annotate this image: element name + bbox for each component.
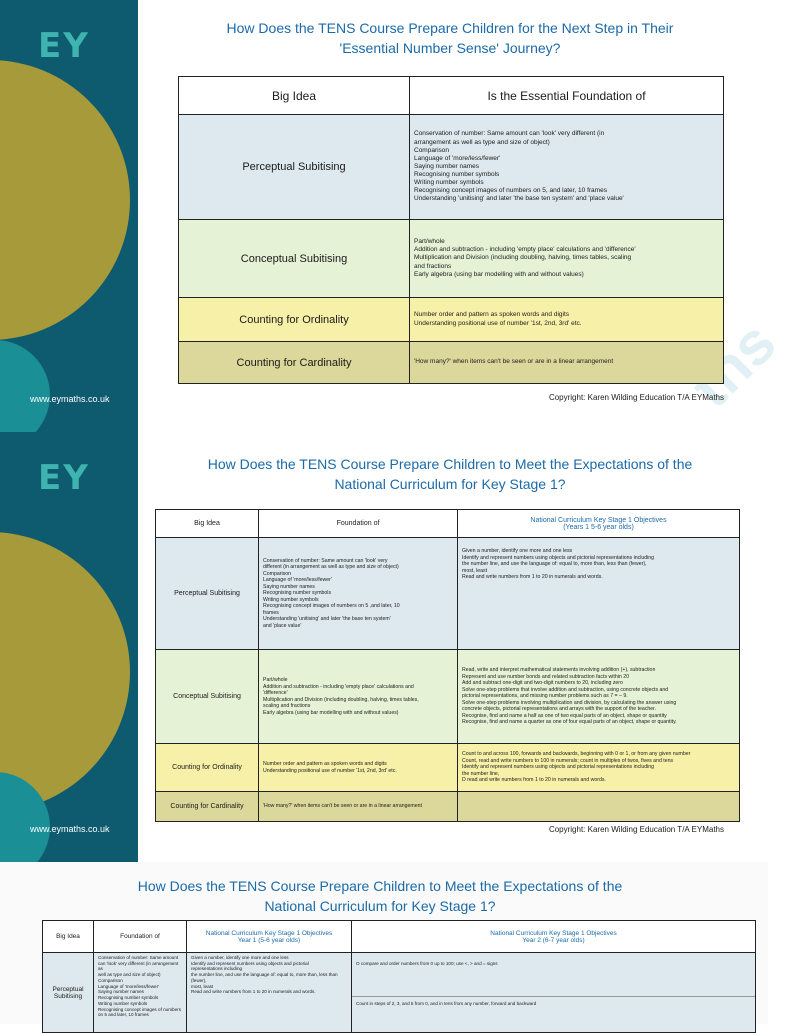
row-objectives — [458, 792, 740, 822]
page-title: How Does the TENS Course Prepare Children to Meet the Expectations of the National Curriculum for Key Stage 1? — [207, 456, 693, 492]
header-year1: National Curriculum Key Stage 1 Objectives Year 1 (5-6 year olds) — [187, 921, 352, 953]
row-objectives: Given a number, identify one more and one less Identify and represent numbers using objects and pictorial representations including the number line, and use the language of: equal to, more than, less than (fewer), most, least Read and write numbers from 1 to 20 in numerals and words. — [458, 538, 740, 650]
row-name: Conceptual Subitising — [179, 220, 410, 298]
header-foundation: Is the Essential Foundation of — [410, 77, 724, 115]
sidebar — [0, 432, 138, 862]
row-name: Perceptual Subitising — [179, 115, 410, 220]
row-items: Conservation of number: Same amount can 'look' very different (in arrangement as well as type and size of object) Comparison Language of 'more/less/fewer' Saying number names Recognising number symbols Writing number symbols Recognising concept images of numbers on 5, and later, 10 frames Understanding 'unitising' and later 'the base ten system' and 'place value' — [410, 115, 724, 220]
row-name: Conceptual Subitising — [156, 650, 259, 744]
row-foundation: Conservation of number: Same amount can 'look' very different (in arrangement as well as type and size of object) Comparison Language of 'more/less/fewer' Saying number names Recognising number symbols Writing number symbols Recognising concept images of numbers on 5 and later, 10 frames — [94, 953, 187, 1033]
watermark-logo: ths — [677, 308, 789, 421]
header-objectives: National Curriculum Key Stage 1 Objectives (Years 1 5-6 year olds) — [458, 510, 740, 538]
row-foundation: Conservation of number: Same amount can 'look' very different (in arrangement as well as type and size of object) Comparison Language of 'more/less/fewer' Saying number names Recognising number symbols Writing number symbols Recognising concept images of numbers on 5 ,and later, 10 frames Understanding 'unitising' and later 'the base ten system' and 'place value' — [259, 538, 458, 650]
curriculum-table-years — [42, 920, 756, 1033]
ey-logo: EY — [38, 458, 90, 498]
copyright: Copyright: Karen Wilding Education T/A EYMaths — [548, 393, 724, 402]
curriculum-table — [155, 509, 740, 822]
row-objectives: Read, write and interpret mathematical statements involving addition (+), subtraction Represent and use number bonds and related subtraction facts within 20 Add and subtract one-digit and two-digit numbers to 20, including zero Solve one-step problems that involve addition and subtraction, using concrete objects and pictorial representations, and missing number problems such as 7 = – 9. Solve one-step problems involving multiplication and division, by calculating the answer using concrete objects, pictorial representations and arrays with the support of the teacher. Recognise, find and name a half as one of two equal parts of an object, shape or quantity Recognise, find and name a quarter as one of four equal parts of an object, shape or quantity. — [458, 650, 740, 744]
page-title: How Does the TENS Course Prepare Children for the Next Step in Their 'Essential Number Sense' Journey? — [226, 20, 674, 56]
header-big-idea: Big Idea — [156, 510, 259, 538]
row-name: Counting for Ordinality — [179, 298, 410, 342]
row-foundation: Number order and pattern as spoken words and digits Understanding positional use of number '1st, 2nd, 3rd' etc. — [259, 744, 458, 792]
copyright: Copyright: Karen Wilding Education T/A EYMaths — [548, 825, 724, 834]
row-year2: O compare and order numbers from 0 up to 100; use <, > and = signs Count in steps of 2, 3, and 5 from 0, and in tens from any number, forward and backward — [352, 953, 756, 1033]
header-year2: National Curriculum Key Stage 1 Objectives Year 2 (6-7 year olds) — [352, 921, 756, 953]
decor-circle-olive — [0, 60, 130, 340]
slide-2 — [0, 432, 768, 862]
header-foundation: Foundation of — [259, 510, 458, 538]
row-items: 'How many?' when items can't be seen or are in a linear arrangement — [410, 342, 724, 384]
row-items: Part/whole Addition and subtraction - including 'empty place' calculations and 'difference' Multiplication and Division (including doubling, halving, times tables, scaling and fractions Early algebra (using bar modelling with and without values) — [410, 220, 724, 298]
row-items: Number order and pattern as spoken words and digits Understanding positional use of number '1st, 2nd, 3rd' etc. — [410, 298, 724, 342]
decor-circle-olive — [0, 532, 130, 812]
header-big-idea: Big Idea — [43, 921, 94, 953]
row-name: Counting for Cardinality — [156, 792, 259, 822]
row-year1: Given a number, identify one more and one less Identify and represent numbers using objects and pictorial representations including the number line, and use the language of: equal to, more than, less than (fewer), most, least Read and write numbers from 1 to 20 in numerals and words. — [187, 953, 352, 1033]
site-url: www.eymaths.co.uk — [30, 394, 110, 404]
row-objectives: Count to and across 100, forwards and backwards, beginning with 0 or 1, or from any given number Count, read and write numbers to 100 in numerals; count in multiples of twos, fives and tens Identify and represent numbers using objects and pictorial representations including the number line, D read and write numbers from 1 to 20 in numerals and words. — [458, 744, 740, 792]
site-url: www.eymaths.co.uk — [30, 824, 110, 834]
row-foundation: 'How many?' when items can't be seen or are in a linear arrangement — [259, 792, 458, 822]
row-name: Perceptual Subitising — [43, 953, 94, 1033]
page-title: How Does the TENS Course Prepare Children to Meet the Expectations of the National Curriculum for Key Stage 1? — [137, 878, 623, 914]
row-name: Counting for Ordinality — [156, 744, 259, 792]
slide-1 — [0, 0, 789, 432]
sidebar — [0, 0, 138, 432]
slide-3 — [0, 862, 768, 1024]
header-big-idea: Big Idea — [179, 77, 410, 115]
row-name: Perceptual Subitising — [156, 538, 259, 650]
row-foundation: Part/whole Addition and subtraction - including 'empty place' calculations and 'difference' Multiplication and Division (including doubling, halving, times tables, scaling and fractions Early algebra (using bar modelling with and without values) — [259, 650, 458, 744]
header-foundation: Foundation of — [94, 921, 187, 953]
row-name: Counting for Cardinality — [179, 342, 410, 384]
ey-logo: EY — [38, 26, 90, 66]
big-idea-table — [178, 76, 724, 384]
